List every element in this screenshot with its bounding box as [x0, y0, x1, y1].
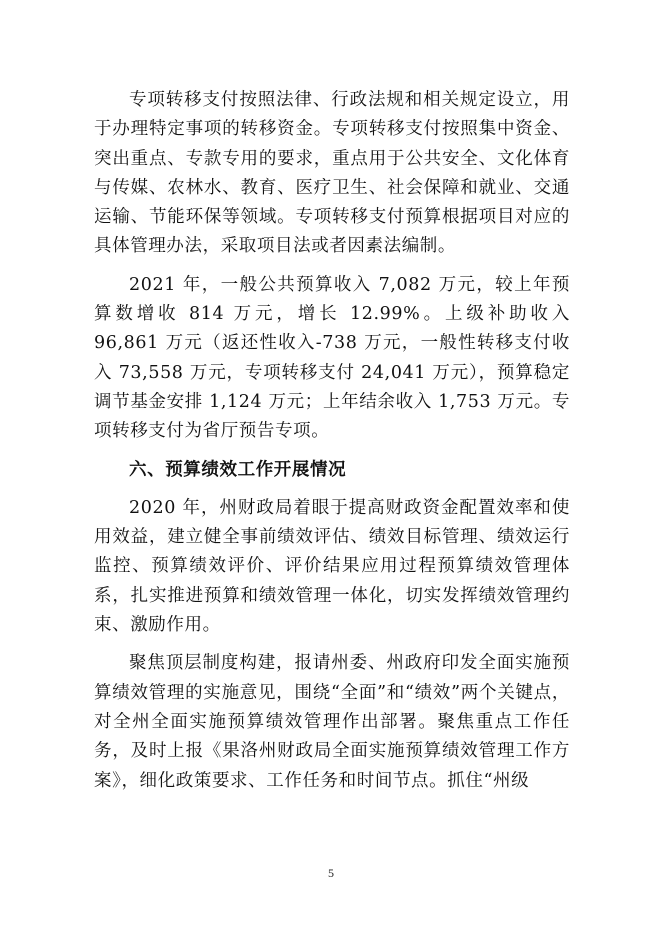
page-number: 5 [328, 866, 334, 880]
section-heading-performance: 六、预算绩效工作开展情况 [129, 459, 347, 480]
paragraph-budget-2021: 2021 年，一般公共预算收入 7,082 万元，较上年预算数增收 814 万元，增长 12.99%。上级补助收入 96,861 万元（返还性收入-738 万元，一般性转移支付收入 73,558 万元，专项转移支付 24,041 万元），预算稳定调节基金安排 1,124 万元；上年结余收入 1,753 万元。专项转移支付为省厅预告专项。 [94, 274, 570, 442]
paragraph-performance-2020: 2020 年，州财政局着眼于提高财政资金配置效率和使用效益，建立健全事前绩效评估、绩效目标管理、绩效运行监控、预算绩效评价、评价结果应用过程预算绩效管理体系，扎实推进预算和绩效管理一体化，切实发挥绩效管理约束、激励作用。 [94, 497, 570, 636]
paragraph-top-level-design: 聚焦顶层制度构建，报请州委、州政府印发全面实施预算绩效管理的实施意见，围绕“全面”和“绩效”两个关键点，对全州全面实施预算绩效管理作出部署。聚焦重点工作任务，及时上报《果洛州财政局全面实施预算绩效管理工作方案》，细化政策要求、工作任务和时间节点。抓住“州级 [94, 653, 570, 791]
paragraph-special-transfer: 专项转移支付按照法律、行政法规和相关规定设立，用于办理特定事项的转移资金。专项转移支付按照集中资金、突出重点、专款专用的要求，重点用于公共安全、文化体育与传媒、农林水、教育、医疗卫生、社会保障和就业、交通运输、节能环保等领域。专项转移支付预算根据项目对应的具体管理办法，采取项目法或者因素法编制。 [94, 90, 570, 257]
